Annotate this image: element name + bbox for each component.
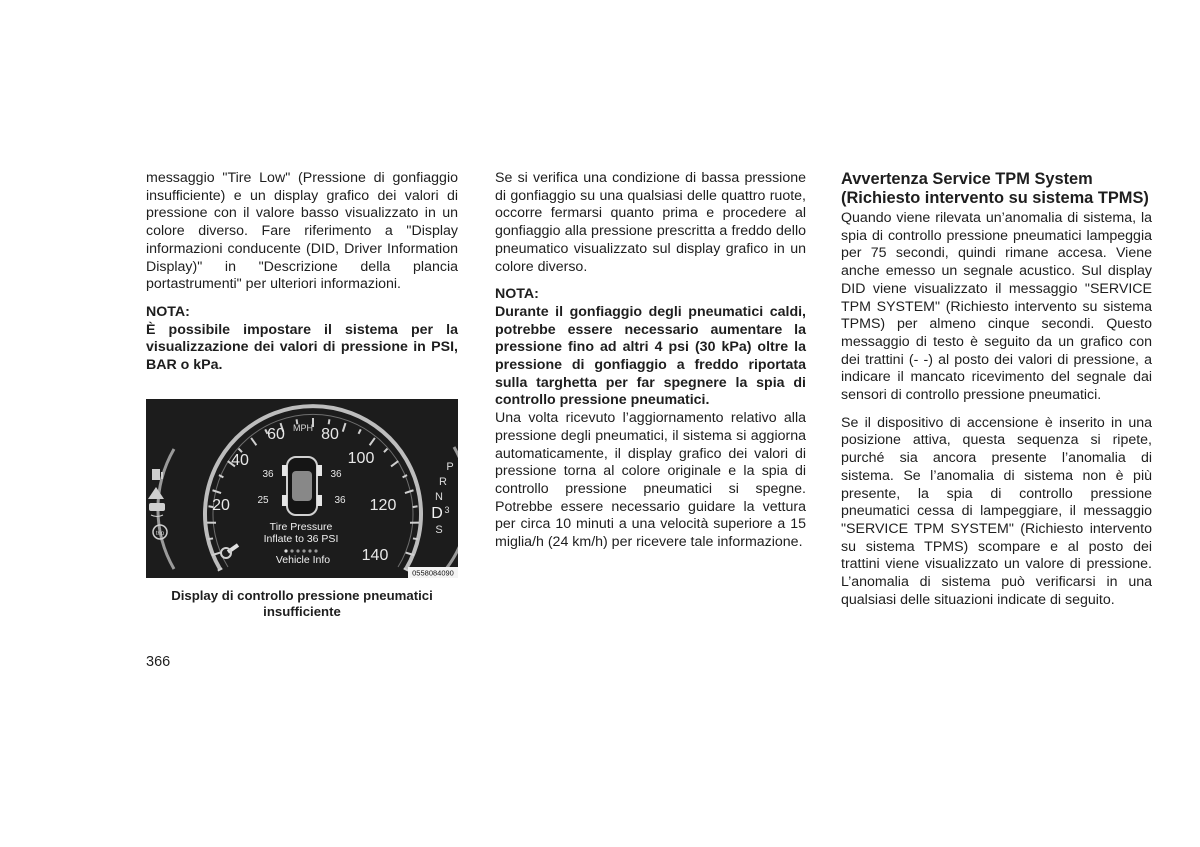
gear-r: R [439, 476, 447, 488]
speed-label: 60 [267, 426, 285, 443]
page-number: 366 [146, 654, 171, 670]
section-heading: Avvertenza Service TPM System (Richiesto intervento su sistema TPMS) [841, 170, 1149, 207]
paragraph: Se si verifica una condizione di bassa pressione di gonfiaggio su una qualsiasi delle quattro ruote, occorre fermarsi quanto prima e procedere al gonfiaggio alla pressione prescritta a freddo dello pneumatico visualizzato sul display grafico in un colore diverso. [495, 170, 806, 275]
tire-pressure-display-figure [146, 399, 458, 578]
speed-label: 80 [321, 426, 339, 443]
speed-tick [329, 419, 330, 424]
note-text: È possibile impostare il sistema per la visualizzazione dei valori di pressione in PSI, BAR o kPa. [146, 321, 458, 374]
speed-label: 40 [231, 452, 249, 469]
tire-pressure-front-left: 36 [262, 469, 274, 480]
svg-text:trip: trip [155, 531, 165, 537]
paragraph: messaggio "Tire Low" (Pressione di gonfiaggio insufficiente) e un display grafico dei valori di pressione con il valore basso visualizzato in un colore diverso. Fare riferimento a "Display informazioni conducente (DID, Driver Information Display)" in "Descrizione della plancia portastrumenti" per ulteriori informazioni. [146, 170, 458, 293]
speed-label: 120 [369, 497, 397, 514]
speed-label: 100 [347, 450, 375, 467]
speed-tick [208, 538, 213, 539]
vehicle-top-view-icon [282, 457, 322, 515]
tire-pressure-rear-right: 36 [334, 495, 346, 506]
gear-subscript: 3 [444, 505, 450, 515]
tire-pressure-front-right: 36 [330, 469, 342, 480]
note-heading: NOTA: [146, 303, 190, 320]
figure-code: 0558084090 [412, 568, 454, 578]
note-heading: NOTA: [495, 286, 539, 303]
gear-n: N [435, 491, 443, 503]
speed-label: 20 [212, 497, 230, 514]
paragraph: Una volta ricevuto l’aggiornamento relativo alla pressione degli pneumatici, il sistema si aggiorna automaticamente, il display grafico dei valori di pressione torna al colore originale e la spia di controllo pressione pneumatici si spegne. Potrebbe essere necessario guidare la vettura per circa 10 minuti a una velocità superiore a 15 miglia/h (24 km/h) per ricevere tale informazione. [495, 410, 806, 551]
speed-tick [413, 538, 418, 539]
speed-label: 140 [361, 547, 389, 564]
paragraph: Se il dispositivo di accensione è inserito in una posizione attiva, questa sequenza si ripete, purché sia ancora presente l’anomalia di sistema. Se l’anomalia di sistema non è più presente, la spia di controllo pressione pneumatici cessa di lampeggiare, il messaggio "SERVICE TPM SYSTEM" (Richiesto intervento su sistema TPMS) scompare e al posto dei trattini viene visualizzato un valore di pressione. L’anomalia di sistema può verificarsi in una qualsiasi delle situazioni indicate di seguito. [841, 414, 1152, 608]
column-right [841, 170, 1152, 609]
message-line-1: Tire Pressure [269, 521, 333, 533]
figure-caption: Display di controllo pressione pneumatici insufficiente [171, 588, 433, 619]
gear-s: S [435, 524, 443, 536]
paragraph: Quando viene rilevata un’anomalia di sistema, la spia di controllo pressione pneumatici lampeggia per 75 secondi, quindi rimane accesa. Viene anche emesso un segnale acustico. Sul display DID viene visualizzato il messaggio "SERVICE TPM SYSTEM" (Richiesto intervento su sistema TPMS) per almeno cinque secondi. Questo messaggio di testo è seguito da un grafico con dei trattini (- -) al posto dei valori di pressione, a indicare il mancato ricevimento del segnale dai sensori di controllo pressione pneumatici. [841, 210, 1152, 404]
mph-unit: MPH [293, 423, 313, 433]
message-line-2: Inflate to 36 PSI [263, 533, 339, 545]
gear-p: P [446, 461, 454, 473]
column-middle [495, 170, 806, 552]
speed-tick [413, 506, 418, 507]
message-line-3: Vehicle Info [275, 554, 331, 566]
note-text: Durante il gonfiaggio degli pneumatici caldi, potrebbe essere necessario aumentare la pressione fino ad altri 4 psi (30 kPa) oltre la pressione di gonfiaggio a freddo riportata sulla targhetta per far spegnere la spia di controllo pressione pneumatici. [495, 303, 806, 409]
tire-pressure-rear-left: 25 [257, 495, 269, 506]
column-left [146, 170, 458, 375]
gear-d: D [431, 505, 443, 522]
